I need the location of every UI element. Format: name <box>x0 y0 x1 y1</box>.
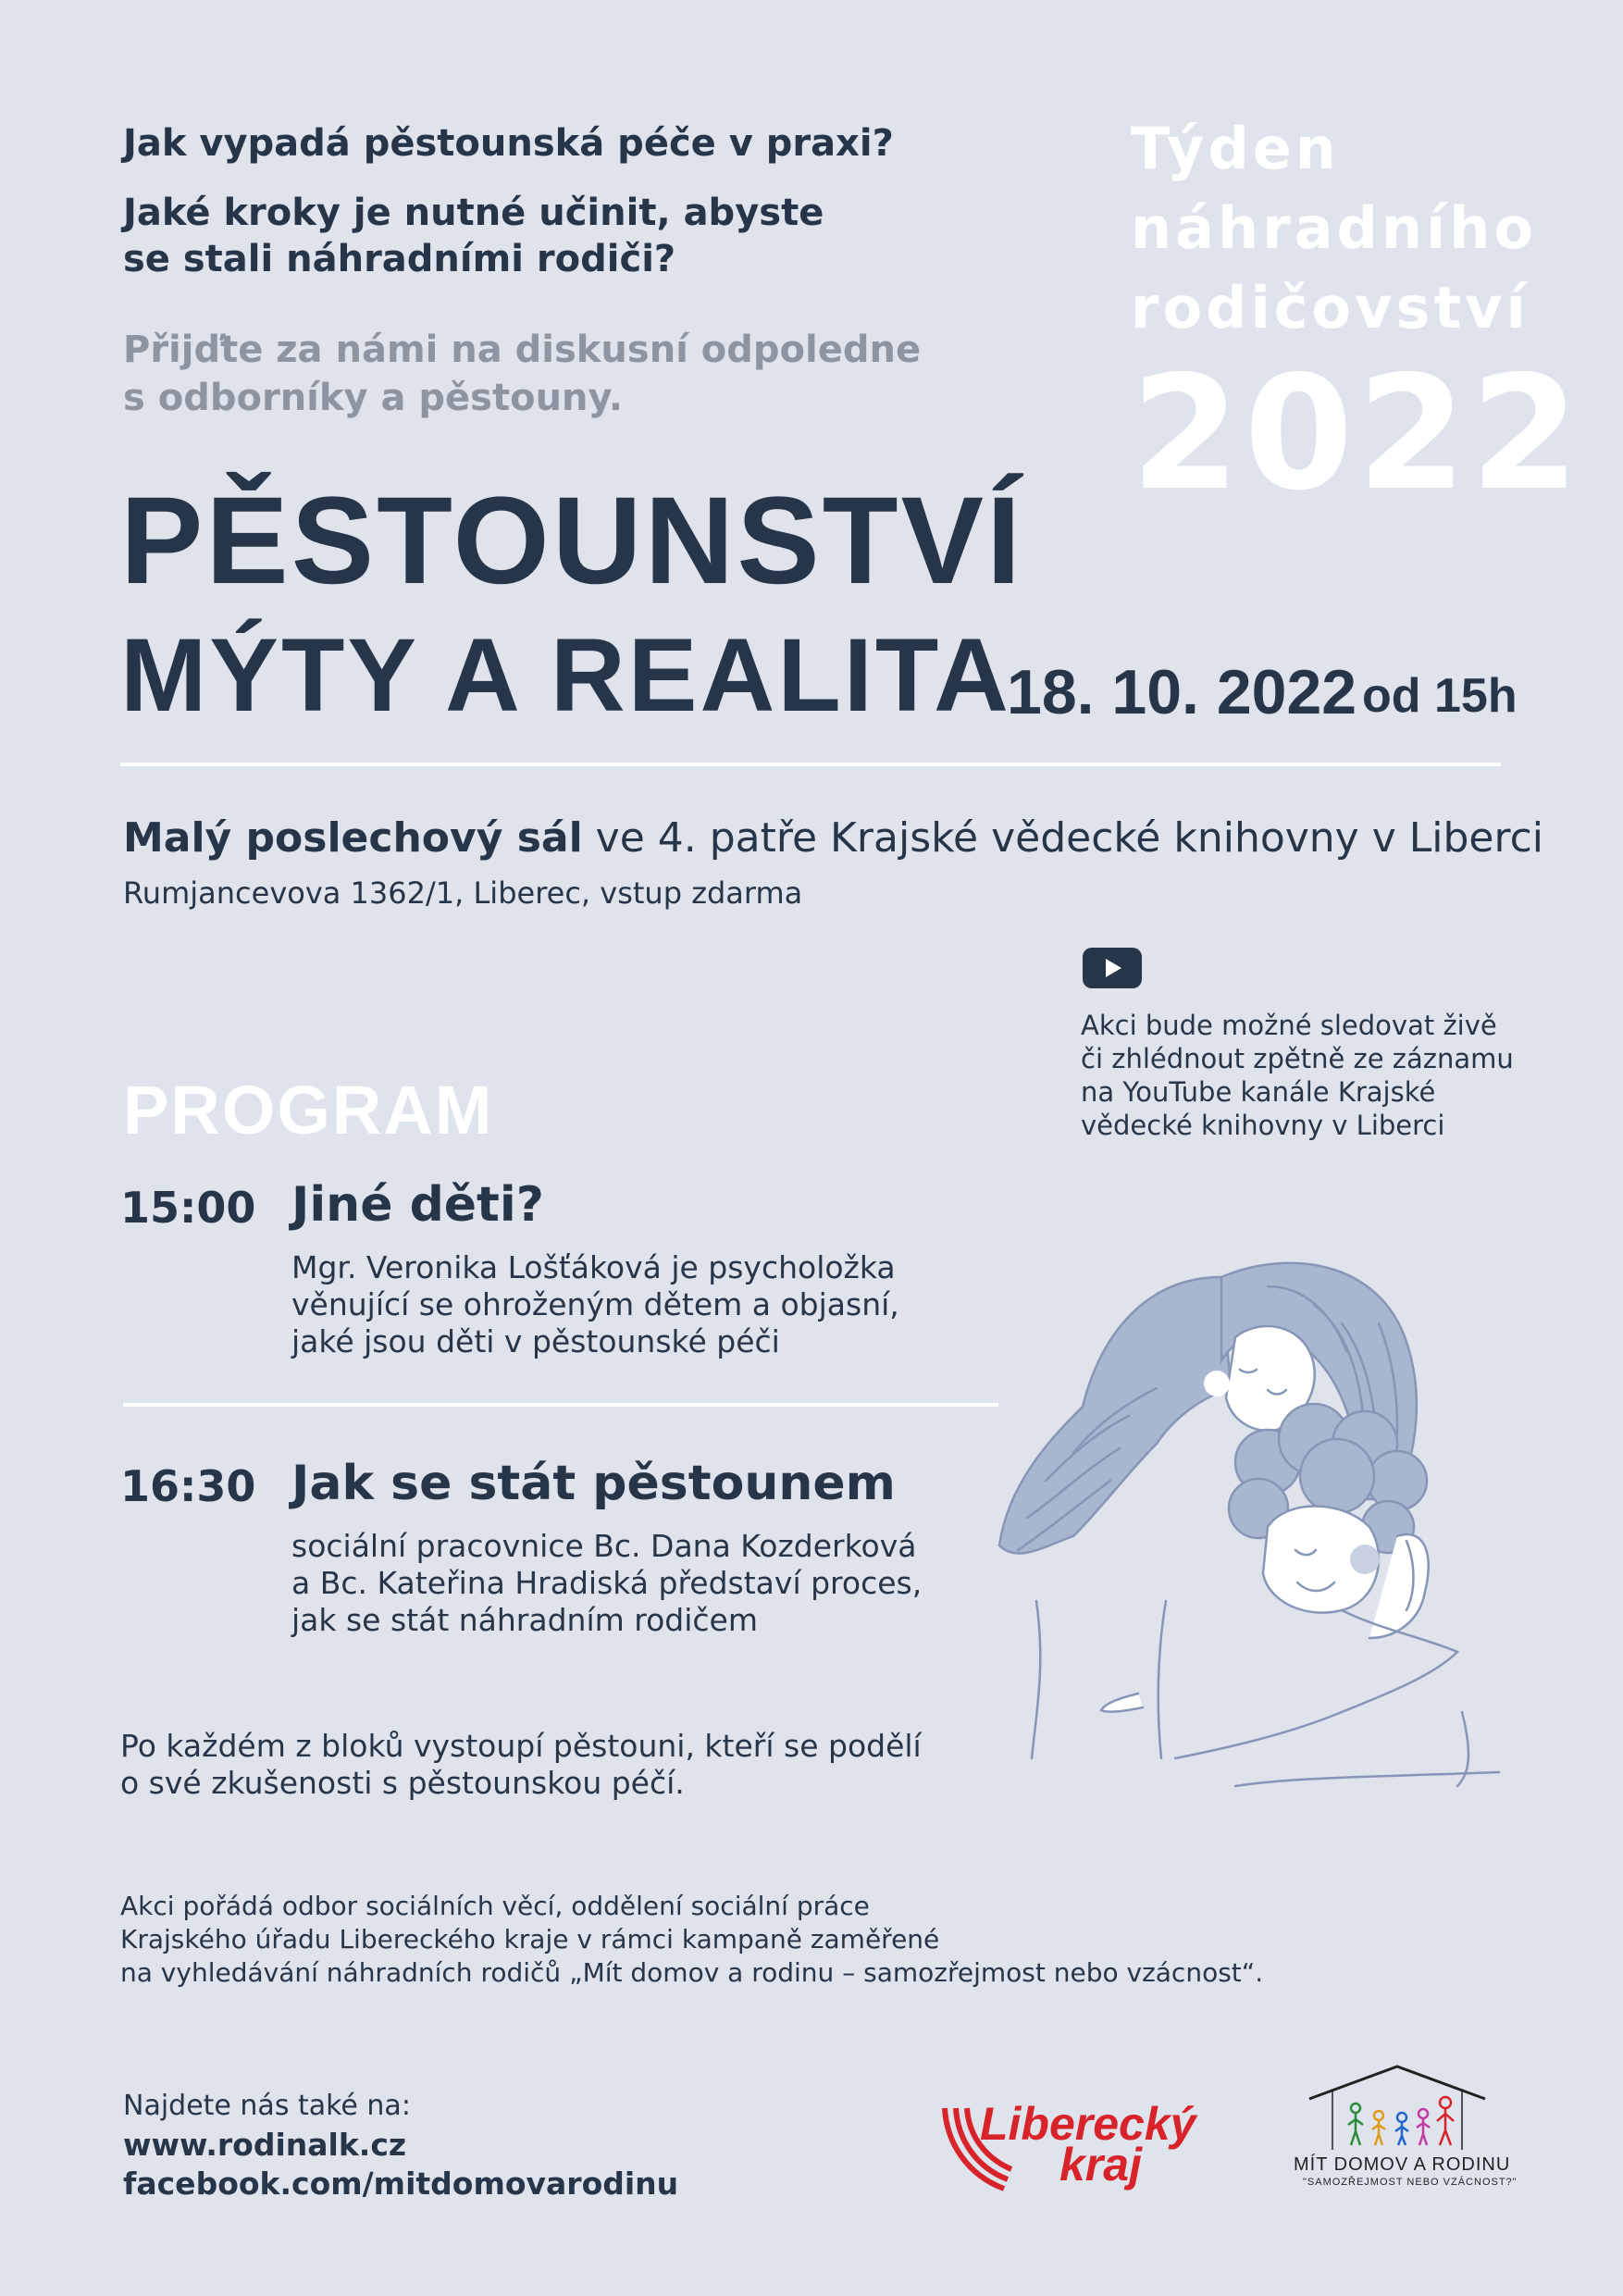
organizer-line: na vyhledávání náhradních rodičů „Mít domov a rodinu – samozřejmost nebo vzácnost“. <box>120 1957 1264 1988</box>
play-triangle-icon <box>1106 959 1121 977</box>
event-date: 18. 10. 2022 <box>1007 657 1357 727</box>
program-title: Jiné děti? <box>291 1177 544 1233</box>
program-note <box>120 1728 922 1802</box>
youtube-play-icon[interactable] <box>1083 948 1142 988</box>
program-description-line: a Bc. Kateřina Hradiská představí proces, <box>291 1565 923 1601</box>
event-time: od 15h <box>1362 669 1518 723</box>
mit-domov-a-rodinu-logo <box>1286 2062 1527 2191</box>
program-description-line: jaké jsou děti v pěstounské péči <box>291 1323 780 1359</box>
invite-line-1: Přijďte za námi na diskusní odpoledne <box>123 329 922 371</box>
title-line-2: MÝTY A REALITA <box>120 617 1011 733</box>
program-heading: PROGRAM <box>123 1072 494 1148</box>
program-description <box>291 1528 922 1639</box>
liberecky-kraj-logo <box>939 2098 1196 2193</box>
organizer-note <box>120 1890 1263 1990</box>
venue-detail: ve 4. patře Krajské vědecké knihovny v Liberci <box>582 814 1544 862</box>
program-description-line: jak se stát náhradním rodičem <box>291 1602 759 1638</box>
program-note-line: o své zkušenosti s pěstounskou péčí. <box>120 1765 685 1801</box>
house-family-icon <box>1305 2062 1490 2154</box>
question-2-line-2: se stali náhradními rodiči? <box>123 238 676 280</box>
program-description-line: sociální pracovnice Bc. Dana Kozderková <box>291 1528 917 1564</box>
venue-address: Rumjancevova 1362/1, Liberec, vstup zdarma <box>123 875 803 911</box>
logo-mdr-title: MÍT DOMOV A RODINU <box>1294 2154 1511 2175</box>
program-time: 15:00 <box>120 1183 256 1233</box>
hug-illustration <box>990 1231 1545 1805</box>
logo-text-line-2: kraj <box>1059 2139 1142 2191</box>
facebook-link[interactable]: facebook.com/mitdomovarodinu <box>123 2166 679 2202</box>
youtube-note-line: vědecké knihovny v Liberci <box>1081 1110 1445 1141</box>
logo-text-line-1: Liberecký <box>980 2098 1196 2150</box>
program-title: Jak se stát pěstounem <box>291 1456 896 1511</box>
program-description-line: věnující se ohroženým dětem a objasní, <box>291 1286 899 1322</box>
program-note-line: Po každém z bloků vystoupí pěstouni, kteří se podělí <box>120 1728 922 1764</box>
divider-program <box>123 1403 998 1407</box>
venue-name: Malý poslechový sál <box>123 814 583 862</box>
campaign-line-3: rodičovství <box>1131 274 1530 341</box>
question-2-line-1: Jaké kroky je nutné učinit, abyste <box>123 192 824 234</box>
logo-mdr-subtitle: "SAMOZŘEJMOST NEBO VZÁCNOST?" <box>1303 2177 1518 2188</box>
program-description-line: Mgr. Veronika Lošťáková je psycholožka <box>291 1249 896 1285</box>
youtube-note-line: či zhlédnout zpětně ze záznamu <box>1081 1043 1514 1074</box>
program-description <box>291 1249 899 1360</box>
question-1: Jak vypadá pěstounská péče v praxi? <box>123 122 894 165</box>
program-time: 16:30 <box>120 1461 256 1511</box>
venue <box>123 813 1543 864</box>
campaign-line-1: Týden <box>1131 115 1340 182</box>
campaign-line-2: náhradního <box>1131 194 1538 262</box>
divider-top <box>120 763 1501 766</box>
title-line-1: PĚSTOUNSTVÍ <box>120 472 1024 610</box>
youtube-note <box>1081 1009 1514 1142</box>
organizer-line: Krajského úřadu Libereckého kraje v rámci kampaně zaměřené <box>120 1924 940 1955</box>
youtube-note-line: Akci bude možné sledovat živě <box>1081 1010 1497 1041</box>
youtube-note-line: na YouTube kanále Krajské <box>1081 1076 1436 1108</box>
organizer-line: Akci pořádá odbor sociálních věcí, oddělení sociální práce <box>120 1891 870 1921</box>
invite-line-2: s odborníky a pěstouny. <box>123 377 624 419</box>
find-us-label: Najdete nás také na: <box>123 2090 411 2122</box>
website-link[interactable]: www.rodinalk.cz <box>123 2127 407 2163</box>
campaign-year: 2022 <box>1131 342 1584 526</box>
